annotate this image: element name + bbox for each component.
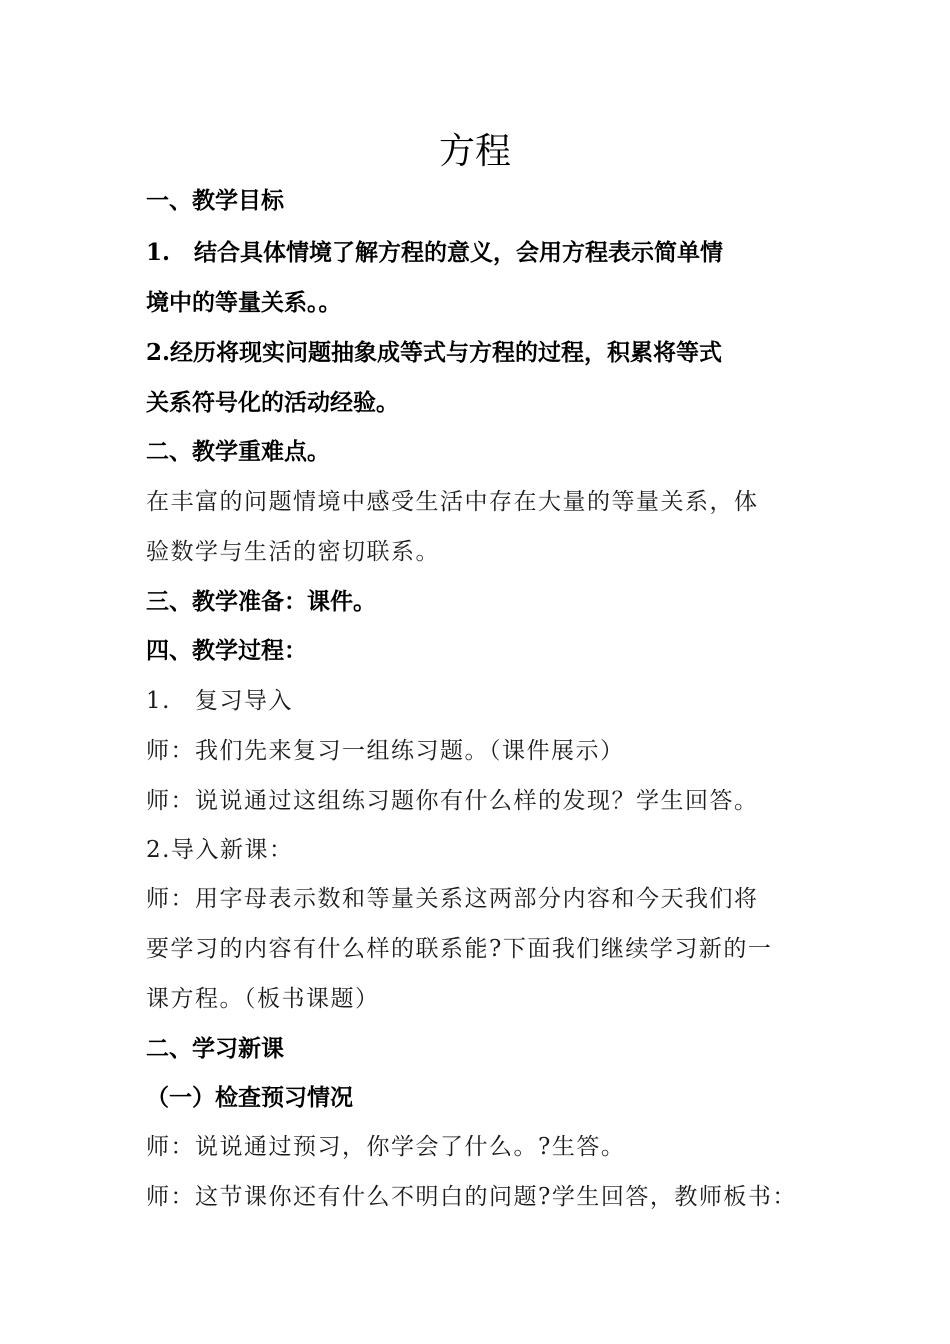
teacher-line-intro-3: 课方程。（板书课题） <box>146 986 380 1012</box>
teacher-line-intro-2: 要学习的内容有什么样的联系能?下面我们继续学习新的一 <box>146 936 773 962</box>
subsection-heading-preview-check: （一）检查预习情况 <box>146 1084 353 1111</box>
document-title: 方程 <box>438 131 511 172</box>
objective-1-number: 1. <box>146 239 171 266</box>
objective-1-text: 结合具体情境了解方程的意义，会用方程表示简单情 <box>194 239 724 266</box>
step-1-heading <box>146 686 826 716</box>
section-heading-process: 四、教学过程： <box>146 637 307 664</box>
objective-1-line-2: 境中的等量关系。。 <box>146 289 342 316</box>
teacher-line-intro-1: 师：用字母表示数和等量关系这两部分内容和今天我们将 <box>146 886 759 912</box>
teacher-line-preview: 师：说说通过预习，你学会了什么。?生答。 <box>146 1134 626 1160</box>
objective-1-line-1 <box>146 238 826 268</box>
step-1-number: 1. <box>146 688 171 714</box>
teacher-line-discover: 师：说说通过这组练习题你有什么样的发现？学生回答。 <box>146 788 759 814</box>
key-points-line-2: 验数学与生活的密切联系。 <box>146 539 440 565</box>
teacher-line-questions: 师：这节课你还有什么不明白的问题?学生回答，教师板书： <box>146 1184 797 1210</box>
step-1-text: 复习导入 <box>194 688 293 714</box>
section-heading-objectives: 一、教学目标 <box>146 187 284 214</box>
section-heading-key-points: 二、教学重难点。 <box>146 438 330 465</box>
key-points-line-1: 在丰富的问题情境中感受生活中存在大量的等量关系，体 <box>146 489 759 515</box>
step-2-heading: 2.导入新课： <box>146 837 294 863</box>
section-heading-new-lesson: 二、学习新课 <box>146 1035 284 1062</box>
objective-2-line-2: 关系符号化的活动经验。 <box>146 389 399 416</box>
objective-2-line-1: 2.经历将现实问题抽象成等式与方程的过程，积累将等式 <box>146 339 723 366</box>
teacher-line-review: 师：我们先来复习一组练习题。（课件展示） <box>146 738 625 764</box>
section-heading-preparation: 三、教学准备：课件。 <box>146 588 376 615</box>
